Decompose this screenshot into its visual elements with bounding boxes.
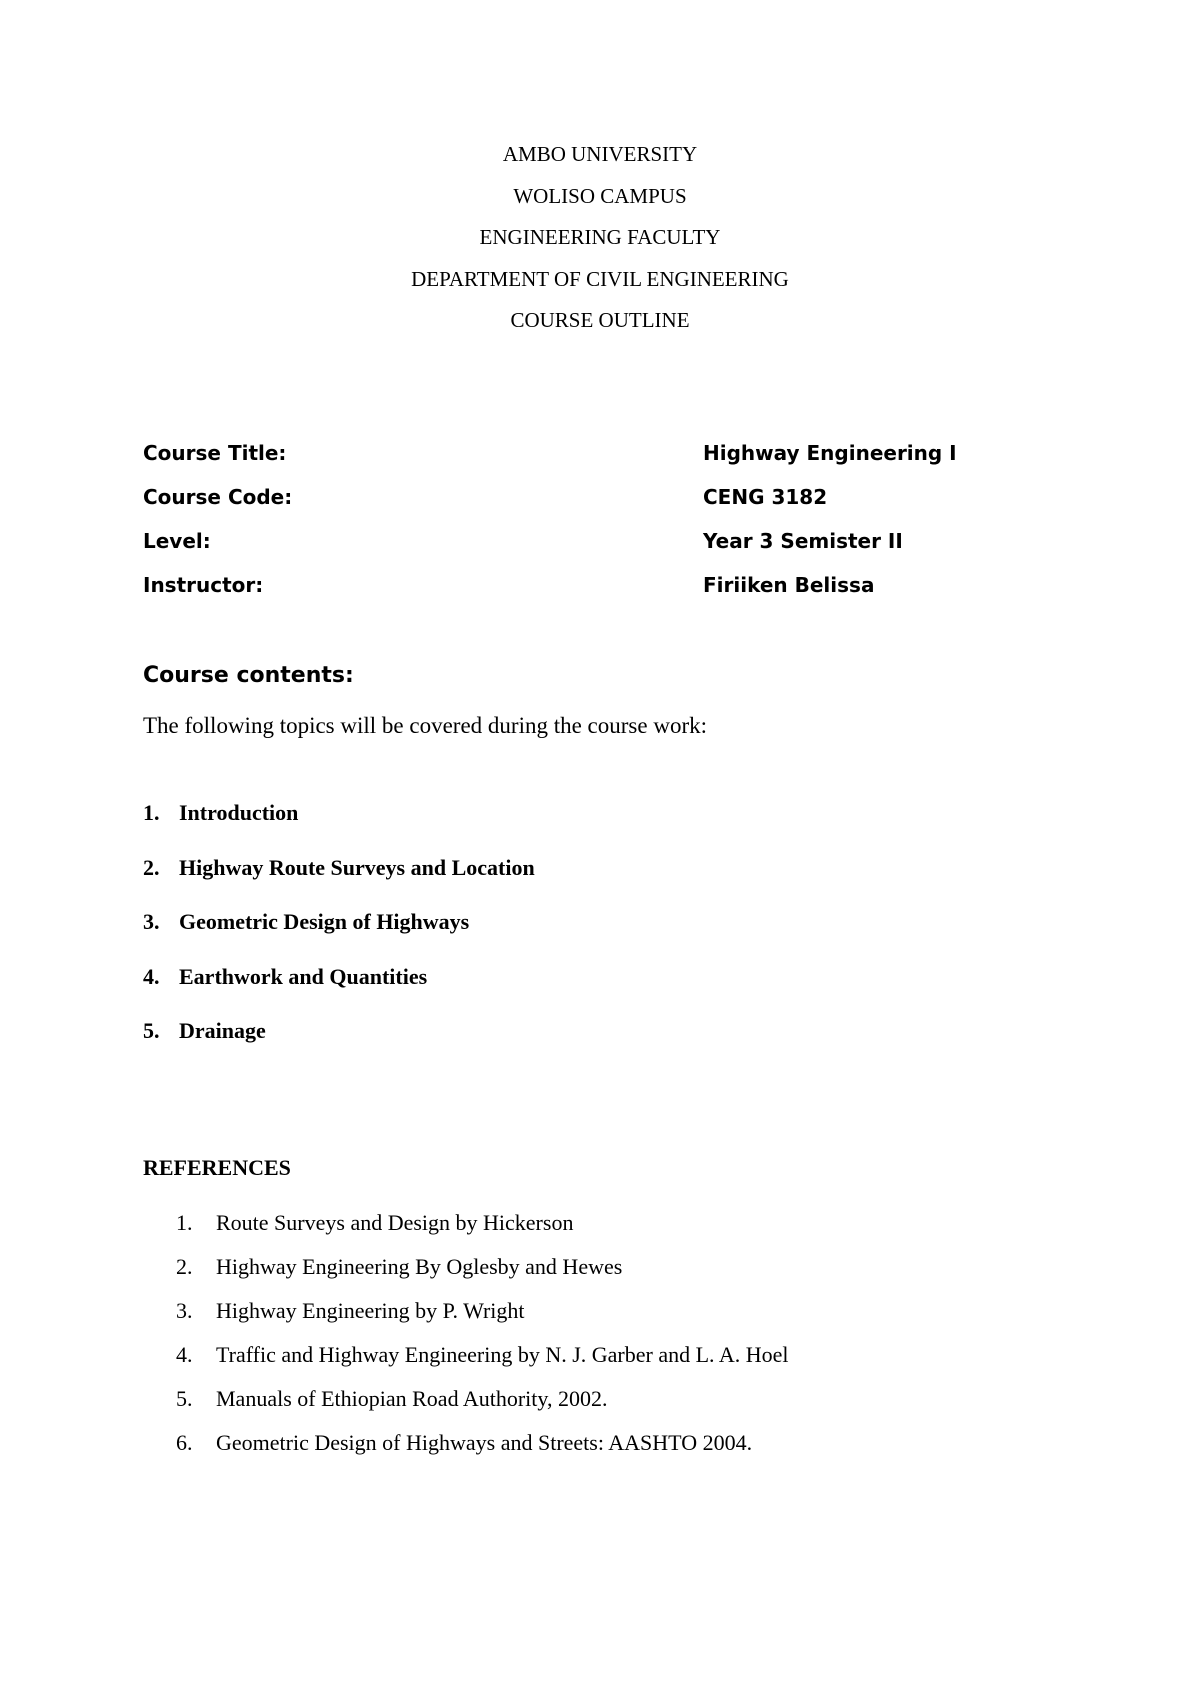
course-contents-intro: The following topics will be covered during the course work: [143, 713, 707, 738]
reference-number: 3. [176, 1298, 193, 1323]
level-label: Level: [143, 529, 211, 553]
reference-text: Traffic and Highway Engineering by N. J. Garber and L. A. Hoel [216, 1342, 789, 1367]
reference-text: Highway Engineering By Oglesby and Hewes [216, 1254, 623, 1279]
topic-number: 2. [143, 854, 160, 880]
instructor-row [143, 573, 1043, 617]
topic-number: 1. [143, 800, 160, 825]
instructor-label: Instructor: [143, 573, 264, 597]
course-contents-heading: Course contents: [143, 663, 354, 688]
topic-text: Introduction [179, 800, 299, 825]
reference-number: 4. [176, 1342, 193, 1367]
faculty-name: ENGINEERING FACULTY [479, 225, 721, 249]
topic-number: 3. [143, 909, 160, 934]
course-info [143, 441, 1043, 617]
course-code-value: CENG 3182 [703, 485, 828, 509]
level-row [143, 529, 1043, 573]
topic-text: Drainage [179, 1018, 266, 1043]
reference-text: Manuals of Ethiopian Road Authority, 2002. [216, 1386, 608, 1411]
references-heading: REFERENCES [143, 1155, 291, 1180]
document-header [0, 142, 1200, 350]
course-title-label: Course Title: [143, 441, 287, 465]
course-title-row [143, 441, 1043, 485]
course-code-row [143, 485, 1043, 529]
university-name: AMBO UNIVERSITY [502, 142, 698, 166]
reference-number: 6. [176, 1430, 193, 1455]
department-name: DEPARTMENT OF CIVIL ENGINEERING [411, 266, 789, 291]
topic-text: Highway Route Surveys and Location [179, 854, 535, 880]
level-value: Year 3 Semister II [703, 529, 903, 553]
course-code-label: Course Code: [143, 485, 293, 509]
topic-text: Earthwork and Quantities [179, 963, 428, 989]
reference-text: Route Surveys and Design by Hickerson [216, 1210, 574, 1235]
campus-name: WOLISO CAMPUS [513, 183, 687, 208]
reference-number: 2. [176, 1254, 193, 1279]
reference-number: 1. [176, 1210, 193, 1235]
topic-number: 5. [143, 1018, 160, 1043]
reference-text: Highway Engineering by P. Wright [216, 1298, 525, 1323]
reference-text: Geometric Design of Highways and Streets: AASHTO 2004. [216, 1430, 753, 1455]
document-title: COURSE OUTLINE [510, 308, 690, 332]
topic-text: Geometric Design of Highways [179, 909, 470, 934]
topic-number: 4. [143, 963, 160, 989]
reference-number: 5. [176, 1386, 193, 1411]
course-title-value: Highway Engineering I [703, 441, 957, 465]
instructor-value: Firiiken Belissa [703, 573, 875, 597]
